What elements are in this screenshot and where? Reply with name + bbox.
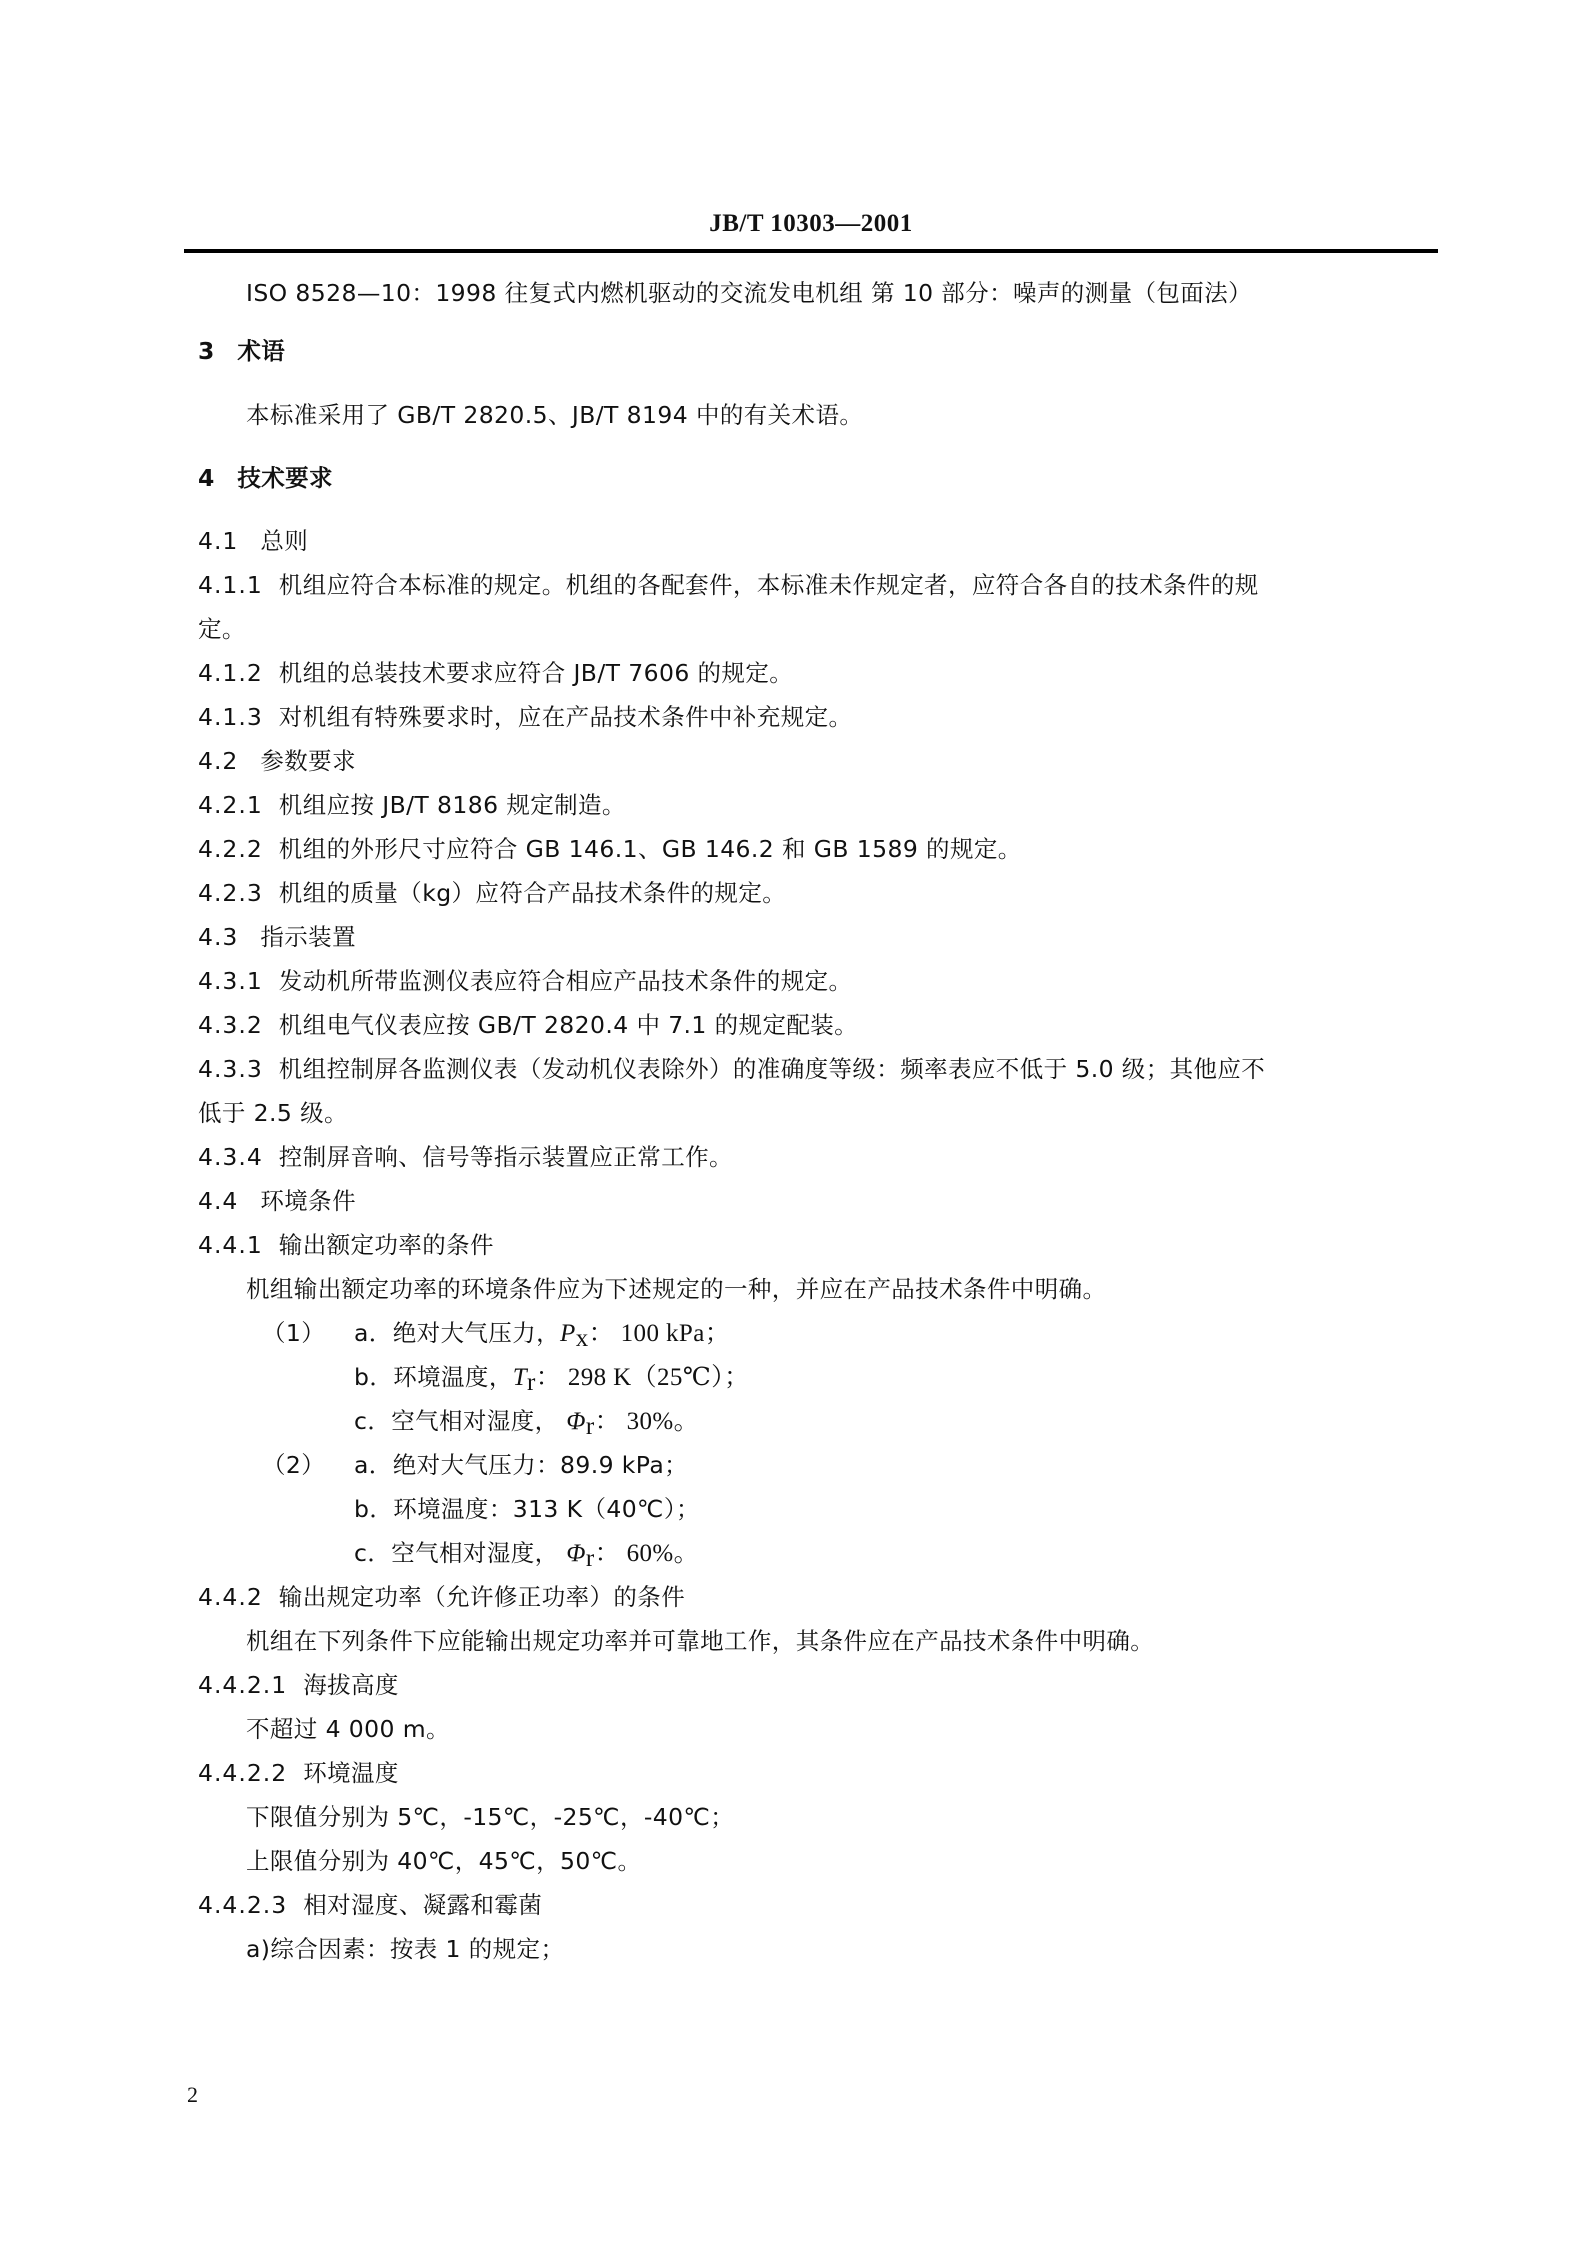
clause-4-4-1-heading bbox=[198, 1230, 494, 1260]
section-number: 4.3 bbox=[198, 923, 239, 951]
clause-number: 4.4.1 bbox=[198, 1231, 263, 1259]
symbol-subscript: x bbox=[575, 1325, 589, 1352]
item-value: ： 30%。 bbox=[594, 1408, 700, 1435]
header-rule bbox=[184, 249, 1438, 253]
clause-text: 机组应按 JB/T 8186 规定制造。 bbox=[278, 791, 626, 819]
clause-4-2-3 bbox=[198, 878, 786, 908]
clause-number: 4.2.2 bbox=[198, 835, 263, 863]
clause-number: 4.4.2.1 bbox=[198, 1671, 288, 1699]
clause-4-3-3-continuation: 低于 2.5 级。 bbox=[198, 1099, 348, 1127]
clause-number: 4.4.2.2 bbox=[198, 1759, 288, 1787]
clause-title: 相对湿度、凝露和霉菌 bbox=[303, 1891, 543, 1919]
clause-4-4-2-heading bbox=[198, 1582, 685, 1612]
section-title: 总则 bbox=[260, 527, 309, 555]
clause-4-1-3 bbox=[198, 702, 852, 732]
clause-4-4-2-2-lower-limits: 下限值分别为 5℃，-15℃，-25℃，-40℃； bbox=[246, 1803, 735, 1831]
symbol: Φ bbox=[566, 1408, 586, 1435]
condition-label: （1） bbox=[262, 1319, 326, 1347]
clause-4-2-1 bbox=[198, 790, 626, 820]
clause-number: 4.2.3 bbox=[198, 879, 263, 907]
clause-text: 控制屏音响、信号等指示装置应正常工作。 bbox=[278, 1143, 733, 1171]
condition-2-item-b bbox=[354, 1494, 700, 1524]
clause-number: 4.3.4 bbox=[198, 1143, 263, 1171]
item-value: ： 298 K（25℃）； bbox=[535, 1364, 750, 1391]
running-header-standard-number: JB/T 10303—2001 bbox=[709, 210, 913, 237]
symbol-subscript: r bbox=[585, 1545, 595, 1572]
item-letter: c． bbox=[354, 1407, 392, 1435]
item-letter: b． bbox=[354, 1495, 394, 1523]
condition-1-item-c bbox=[354, 1406, 700, 1440]
clause-4-4-2-3-heading bbox=[198, 1890, 542, 1920]
clause-4-4-2-2-heading bbox=[198, 1758, 399, 1788]
clause-4-3-4 bbox=[198, 1142, 733, 1172]
clause-text: 机组应符合本标准的规定。机组的各配套件，本标准未作规定者，应符合各自的技术条件的规 bbox=[278, 571, 1259, 599]
clause-text: 发动机所带监测仪表应符合相应产品技术条件的规定。 bbox=[278, 967, 853, 995]
section-4-1-heading bbox=[198, 526, 308, 556]
clause-4-1-1 bbox=[198, 570, 1259, 600]
section-number: 4 bbox=[198, 464, 216, 492]
section-3-heading bbox=[198, 336, 285, 366]
symbol-subscript: r bbox=[527, 1369, 536, 1396]
clause-title: 输出额定功率的条件 bbox=[278, 1231, 494, 1259]
clause-4-1-2 bbox=[198, 658, 793, 688]
clause-number: 4.3.3 bbox=[198, 1055, 263, 1083]
clause-text: 机组的质量（kg）应符合产品技术条件的规定。 bbox=[278, 879, 787, 907]
reference-standard-line: ISO 8528—10：1998 往复式内燃机驱动的交流发电机组 第 10 部分：噪声的测量（包面法） bbox=[246, 279, 1253, 307]
condition-label: （2） bbox=[262, 1451, 326, 1479]
section-title: 术语 bbox=[237, 337, 286, 365]
section-3-body: 本标准采用了 GB/T 2820.5、JB/T 8194 中的有关术语。 bbox=[246, 401, 864, 429]
clause-4-4-2-1-body: 不超过 4 000 m。 bbox=[246, 1715, 450, 1743]
clause-number: 4.2.1 bbox=[198, 791, 263, 819]
item-text: 空气相对湿度， bbox=[391, 1407, 567, 1435]
item-letter: a． bbox=[354, 1319, 393, 1347]
clause-title: 海拔高度 bbox=[303, 1671, 399, 1699]
section-4-heading bbox=[198, 463, 333, 493]
symbol: Φ bbox=[566, 1540, 586, 1567]
section-4-2-heading bbox=[198, 746, 356, 776]
symbol-subscript: r bbox=[585, 1413, 595, 1440]
section-title: 参数要求 bbox=[260, 747, 356, 775]
item-text: 环境温度， bbox=[393, 1363, 513, 1391]
item-text: 空气相对湿度， bbox=[391, 1539, 567, 1567]
clause-4-3-2 bbox=[198, 1010, 858, 1040]
clause-number: 4.4.2.3 bbox=[198, 1891, 288, 1919]
clause-4-4-2-body: 机组在下列条件下应能输出规定功率并可靠地工作，其条件应在产品技术条件中明确。 bbox=[246, 1627, 1155, 1655]
section-number: 4.4 bbox=[198, 1187, 239, 1215]
symbol: P bbox=[560, 1320, 576, 1347]
item-text: 绝对大气压力， bbox=[392, 1319, 561, 1347]
item-letter: c． bbox=[354, 1539, 392, 1567]
item-value: ： 60%。 bbox=[594, 1540, 700, 1567]
clause-text: 机组的外形尺寸应符合 GB 146.1、GB 146.2 和 GB 1589 的规定。 bbox=[278, 835, 1022, 863]
clause-4-3-3 bbox=[198, 1054, 1265, 1084]
condition-1-item-a bbox=[262, 1318, 731, 1352]
section-number: 4.2 bbox=[198, 747, 239, 775]
clause-4-4-2-1-heading bbox=[198, 1670, 399, 1700]
section-4-3-heading bbox=[198, 922, 356, 952]
clause-4-2-2 bbox=[198, 834, 1022, 864]
clause-4-1-1-continuation: 定。 bbox=[198, 615, 246, 643]
symbol: T bbox=[512, 1364, 528, 1391]
clause-text: 对机组有特殊要求时，应在产品技术条件中补充规定。 bbox=[278, 703, 853, 731]
clause-4-4-2-3-item-a: a)综合因素：按表 1 的规定； bbox=[246, 1935, 565, 1963]
item-value: ： 100 kPa； bbox=[588, 1320, 731, 1347]
clause-title: 输出规定功率（允许修正功率）的条件 bbox=[278, 1583, 686, 1611]
clause-4-3-1 bbox=[198, 966, 852, 996]
clause-4-4-1-body: 机组输出额定功率的环境条件应为下述规定的一种，并应在产品技术条件中明确。 bbox=[246, 1275, 1107, 1303]
condition-1-item-b bbox=[354, 1362, 750, 1396]
clause-number: 4.1.3 bbox=[198, 703, 263, 731]
clause-title: 环境温度 bbox=[303, 1759, 399, 1787]
clause-text: 机组控制屏各监测仪表（发动机仪表除外）的准确度等级：频率表应不低于 5.0 级；其他应不 bbox=[278, 1055, 1266, 1083]
item-letter: b． bbox=[354, 1363, 394, 1391]
section-title: 技术要求 bbox=[237, 464, 333, 492]
section-number: 4.1 bbox=[198, 527, 239, 555]
section-number: 3 bbox=[198, 337, 216, 365]
item-text: 环境温度：313 K（40℃）； bbox=[393, 1495, 700, 1523]
item-letter: a． bbox=[354, 1451, 393, 1479]
clause-text: 机组的总装技术要求应符合 JB/T 7606 的规定。 bbox=[278, 659, 794, 687]
clause-number: 4.4.2 bbox=[198, 1583, 263, 1611]
page-number: 2 bbox=[187, 2082, 198, 2107]
condition-2-item-c bbox=[354, 1538, 700, 1572]
section-4-4-heading bbox=[198, 1186, 356, 1216]
clause-number: 4.1.2 bbox=[198, 659, 263, 687]
clause-number: 4.3.2 bbox=[198, 1011, 263, 1039]
condition-2-item-a bbox=[262, 1450, 688, 1480]
clause-number: 4.1.1 bbox=[198, 571, 263, 599]
clause-4-4-2-2-upper-limits: 上限值分别为 40℃，45℃，50℃。 bbox=[246, 1847, 642, 1875]
section-title: 指示装置 bbox=[260, 923, 356, 951]
clause-text: 机组电气仪表应按 GB/T 2820.4 中 7.1 的规定配装。 bbox=[278, 1011, 859, 1039]
clause-number: 4.3.1 bbox=[198, 967, 263, 995]
item-text: 绝对大气压力：89.9 kPa； bbox=[392, 1451, 689, 1479]
section-title: 环境条件 bbox=[260, 1187, 356, 1215]
